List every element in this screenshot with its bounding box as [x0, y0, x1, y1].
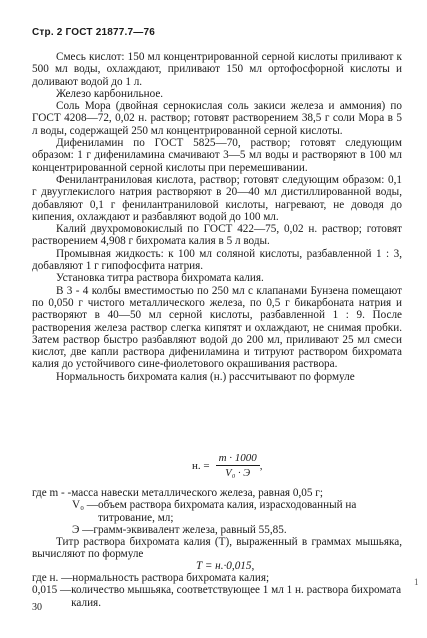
page-header: Стр. 2 ГОСТ 21877.7—76 [32, 27, 155, 38]
titer-formula: T = н.·0,015, [196, 560, 255, 572]
definition-text: количество мышьяка, соответствующее 1 мл 1 н. раствора бихромата калия. [71, 584, 402, 609]
definition-text: нормальность раствора бихромата калия; [72, 572, 270, 584]
formula-denominator: V₀ · Э [225, 468, 251, 479]
formula-end: , [259, 459, 263, 472]
paragraph-mohr-salt: Соль Мора (двойная сернокислая соль закиси железа и аммония) по ГОСТ 4208—72, 0,02 н. раствор; готовят растворением 38,5 г соли Мора в 5 л воды, содержащей 250 мл концентрированной серной кислоты. [32, 100, 402, 137]
definition-text: грамм-эквивалент железа, равный 55,85. [93, 523, 287, 536]
page-number: 30 [32, 602, 42, 613]
definition-term: Э — [72, 523, 94, 536]
definition-row [32, 499, 402, 524]
paragraph-phenylanthranilic-acid: Фенилантраниловая кислота, раствор; готовят следующим образом: 0,1 г двууглекислого натрия растворяют в 20—40 мл дистиллированной воды, добавляют 0,1 г фенилантраниловой кислоты, нагревают, не доводя до кипения, охлаждают и разбавляют водой до 100 мл. [32, 173, 402, 223]
document-body [32, 51, 402, 383]
definition-row [32, 487, 402, 499]
margin-mark: 1 [414, 577, 419, 587]
formula-lhs: н. = [192, 459, 210, 472]
formula-numerator: m · 1000 [216, 452, 260, 466]
definition-term: 0,015 — [32, 584, 72, 597]
paragraph-potassium-dichromate: Калий двухромовокислый по ГОСТ 422—75, 0,02 н. раствор; готовят растворением 4,908 г бихромата калия в 5 л воды. [32, 223, 402, 248]
paragraph-titer: Титр раствора бихромата калия (T), выраженный в граммах мышьяка, вычисляют по формуле [32, 536, 402, 561]
definition-term: где н. — [32, 572, 73, 584]
definition-text: объем раствора бихромата калия, израсходованный на титрование, мл; [97, 499, 357, 524]
formula-definitions [32, 487, 402, 561]
definition-text: масса навески металлического железа, равная 0,05 г; [71, 487, 323, 499]
titer-definitions [32, 572, 402, 609]
definition-row [32, 524, 402, 536]
paragraph-carbonyl-iron: Железо карбонильное. [56, 87, 164, 100]
paragraph-acid-mixture: Смесь кислот: 150 мл концентрированной серной кислоты приливают к 500 мл воды, охлаждают, приливают 150 мл ортофосфорной кислоты и доливают водой до 1 л. [32, 51, 402, 88]
paragraph-normality-intro: Нормальность бихромата калия (н.) рассчитывают по формуле [56, 370, 355, 383]
definition-row [32, 572, 402, 584]
paragraph-wash-liquid: Промывная жидкость: к 100 мл соляной кислоты, разбавленной 1 : 3, добавляют 1 г гипофосфита натрия. [32, 247, 402, 273]
paragraph-diphenylamine: Дифениламин по ГОСТ 5825—70, раствор; готовят следующим образом: 1 г дифениламина смачивают 3—5 мл воды и растворяют в 100 мл концентрированной серной кислоты при перемешивании. [32, 137, 402, 174]
definition-term: где m - - [32, 487, 72, 499]
formula-fraction [216, 452, 260, 479]
definition-term: V₀ — [72, 499, 98, 512]
definition-row [32, 584, 402, 609]
section-heading-titer: Установка титра раствора бихромата калия. [56, 272, 264, 285]
normality-formula [192, 452, 263, 479]
paragraph-procedure: В 3 - 4 колбы вместимостью по 250 мл с клапанами Бунзена помещают по 0,050 г чистого металлического железа, по 0,5 г бикарбоната натрия и растворяют в 40—50 мл серной кислоты, разбавленной 1 : 9. После растворения железа раствор слегка кипятят и охлаждают, не снимая пробки. Затем раствор быстро разбавляют водой до 200 мл, приливают 25 мл смеси кислот, две капли раствора дифениламина и титруют раствором бихромата калия до устойчивого сине-фиолетового окрашивания раствора. [32, 284, 402, 371]
